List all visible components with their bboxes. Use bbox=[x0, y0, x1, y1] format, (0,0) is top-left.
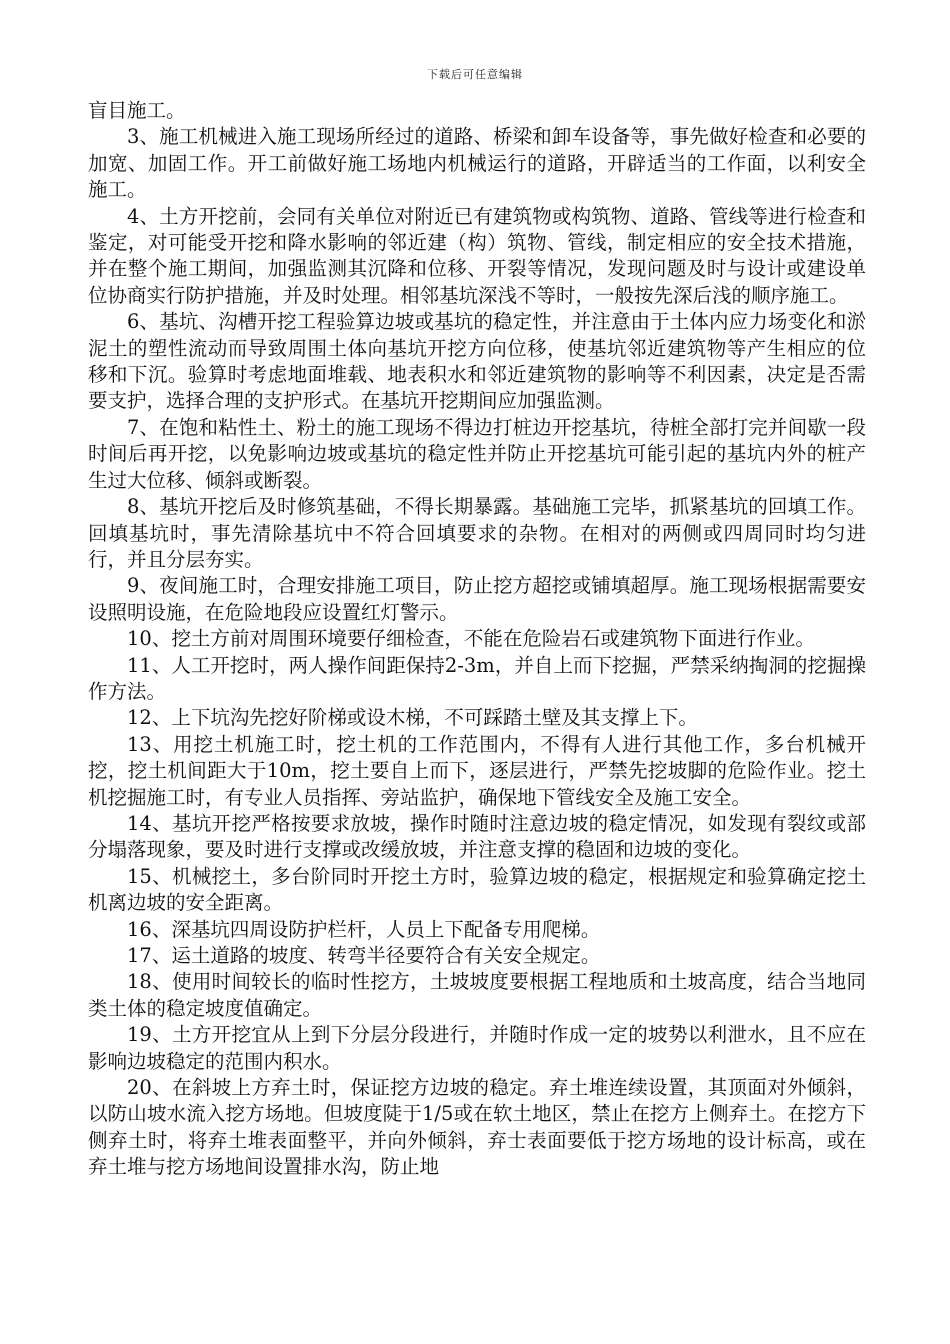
document-paragraph: 13、用挖土机施工时，挖土机的工作范围内，不得有人进行其他工作，多台机械开挖，挖土机间距大于10m，挖土要自上而下，逐层进行，严禁先挖坡脚的危险作业。挖土机挖掘施工时，有专业人员指挥、旁站监护，确保地下管线安全及施工安全。 bbox=[88, 732, 866, 809]
document-paragraph: 18、使用时间较长的临时性挖方，土坡坡度要根据工程地质和土坡高度，结合当地同类土体的稳定坡度值确定。 bbox=[88, 970, 866, 1020]
document-paragraph: 11、人工开挖时，两人操作间距保持2-3m，并自上而下挖掘，严禁采纳掏洞的挖掘操作方法。 bbox=[88, 653, 866, 703]
document-paragraph: 19、土方开挖宜从上到下分层分段进行，并随时作成一定的坡势以利泄水，且不应在影响边坡稳定的范围内积水。 bbox=[88, 1023, 866, 1073]
document-paragraph: 3、施工机械进入施工现场所经过的道路、桥梁和卸车设备等，事先做好检查和必要的加宽、加固工作。开工前做好施工场地内机械运行的道路，开辟适当的工作面，以利安全施工。 bbox=[88, 125, 866, 202]
document-paragraph: 8、基坑开挖后及时修筑基础，不得长期暴露。基础施工完毕，抓紧基坑的回填工作。回填基坑时，事先清除基坑中不符合回填要求的杂物。在相对的两侧或四周同时均匀进行，并且分层夯实。 bbox=[88, 495, 866, 571]
document-paragraph: 20、在斜坡上方弃土时，保证挖方边坡的稳定。弃土堆连续设置，其顶面对外倾斜，以防山坡水流入挖方场地。但坡度陡于1/5或在软土地区，禁止在挖方上侧弃土。在挖方下侧弃土时，将弃土堆表面整平，并向外倾斜，弃士表面要低于挖方场地的设计标高，或在弃土堆与挖方场地间设置排水沟，防止地 bbox=[88, 1076, 866, 1179]
document-paragraph: 6、基坑、沟槽开挖工程验算边坡或基坑的稳定性，并注意由于土体内应力场变化和淤泥土的塑性流动而导致周围土体向基坑开挖方向位移，使基坑邻近建筑物等产生相应的位移和下沉。验算时考虑地面堆载、地表积水和邻近建筑物的影响等不利因素，决定是否需要支护，选择合理的支护形式。在基坑开挖期间应加强监测。 bbox=[88, 310, 866, 413]
document-paragraph: 14、基坑开挖严格按要求放坡，操作时随时注意边坡的稳定情况，如发现有裂纹或部分塌落现象，要及时进行支撑或改缓放坡，并注意支撑的稳固和边坡的变化。 bbox=[88, 811, 866, 862]
document-paragraph: 12、上下坑沟先挖好阶梯或设木梯，不可踩踏土壁及其支撑上下。 bbox=[127, 706, 698, 730]
document-paragraph: 7、在饱和粘性土、粉土的施工现场不得边打桩边开挖基坑，待桩全部打完并间歇一段时间后再开挖，以免影响边坡或基坑的稳定性并防止开挖基坑可能引起的基坑内外的桩产生过大位移、倾斜或断裂。 bbox=[88, 415, 866, 492]
document-paragraph: 4、土方开挖前，会同有关单位对附近已有建筑物或构筑物、道路、管线等进行检查和鉴定，对可能受开挖和降水影响的邻近建（构）筑物、管线，制定相应的安全技术措施，并在整个施工期间，加强监测其沉降和位移、开裂等情况，发现问题及时与设计或建设单位协商实行防护措施，并及时处理。相邻基坑深浅不等时，一般按先深后浅的顺序施工。 bbox=[88, 204, 866, 307]
document-body bbox=[88, 98, 866, 1181]
document-paragraph: 10、挖土方前对周围环境要仔细检查，不能在危险岩石或建筑物下面进行作业。 bbox=[127, 627, 815, 651]
document-paragraph: 16、深基坑四周设防护栏杆，人员上下配备专用爬梯。 bbox=[127, 917, 601, 941]
document-paragraph: 15、机械挖土，多台阶同时开挖土方时，验算边坡的稳定，根据规定和验算确定挖土机离边坡的安全距离。 bbox=[88, 864, 866, 915]
document-paragraph: 9、夜间施工时，合理安排施工项目，防止挖方超挖或铺填超厚。施工现场根据需要安设照明设施，在危险地段应设置红灯警示。 bbox=[88, 574, 866, 624]
document-paragraph: 盲目施工。 bbox=[88, 99, 186, 122]
header-note: 下载后可任意编辑 bbox=[427, 68, 523, 81]
document-paragraph: 17、运土道路的坡度、转弯半径要符合有关安全规定。 bbox=[127, 944, 601, 967]
